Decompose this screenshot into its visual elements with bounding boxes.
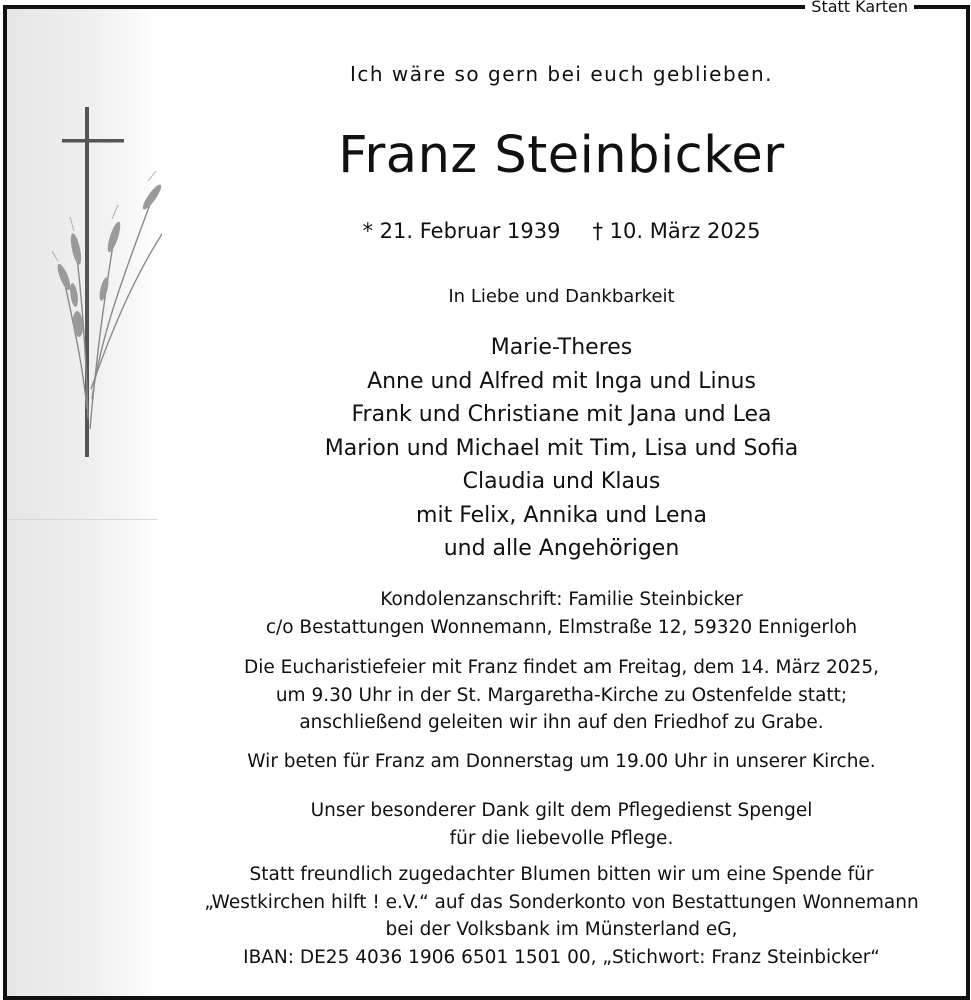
header-label: Statt Karten [805,0,914,17]
service-line: um 9.30 Uhr in der St. Margaretha-Kirche zu Ostenfelde statt; [275,684,848,706]
life-dates [157,219,966,243]
deceased-name: Franz Steinbicker [338,126,785,185]
cross-with-wheat-icon [52,99,162,469]
family-line: mit Felix, Annika und Lena [416,502,707,528]
service-info [157,654,966,737]
family-line: Anne und Alfred mit Inga und Linus [367,368,756,394]
condolence-address [157,586,966,641]
prayer-info [157,748,966,776]
obituary-frame [3,0,970,1000]
thanks-line: Unser besonderer Dank gilt dem Pflegedienst Spengel [310,800,813,821]
donation-line: „Westkirchen hilft ! e.V.“ auf das Sonderkonto von Bestattungen Wonnemann [204,891,919,913]
family-line: und alle Angehörigen [443,536,680,561]
thanks-note [157,797,966,852]
donation-line: Statt freundlich zugedachter Blumen bitten wir um eine Spende für [249,864,874,885]
death-date: † 10. März 2025 [592,219,761,243]
side-panel [7,9,157,996]
family-line: Marion und Michael mit Tim, Lisa und Sofia [324,435,799,461]
birth-date: * 21. Februar 1939 [362,219,561,243]
dedication: In Liebe und Dankbarkeit [448,286,675,307]
family-line: Frank und Christiane mit Jana und Lea [351,402,772,427]
prayer-line: Wir beten für Franz am Donnerstag um 19.00 Uhr in unserer Kirche. [247,751,876,772]
motto: Ich wäre so gern bei euch geblieben. [350,62,773,86]
panel-seam [7,519,157,520]
family-list [157,331,966,566]
donation-line: bei der Volksbank im Münsterland eG, [385,919,738,940]
service-line: Die Eucharistiefeier mit Franz findet am Freitag, dem 14. März 2025, [244,657,879,678]
condolence-line: Kondolenzanschrift: Familie Steinbicker [380,589,743,610]
thanks-line: für die liebevolle Pflege. [449,827,674,849]
family-line: Marie-Theres [490,335,633,360]
condolence-line: c/o Bestattungen Wonnemann, Elmstraße 12, 59320 Ennigerloh [265,616,858,638]
service-line: anschließend geleiten wir ihn auf den Friedhof zu Grabe. [299,712,824,733]
family-line: Claudia und Klaus [462,469,661,494]
donation-request [157,861,966,971]
donation-line: IBAN: DE25 4036 1906 6501 1501 00, „Stichwort: Franz Steinbicker“ [243,946,880,968]
